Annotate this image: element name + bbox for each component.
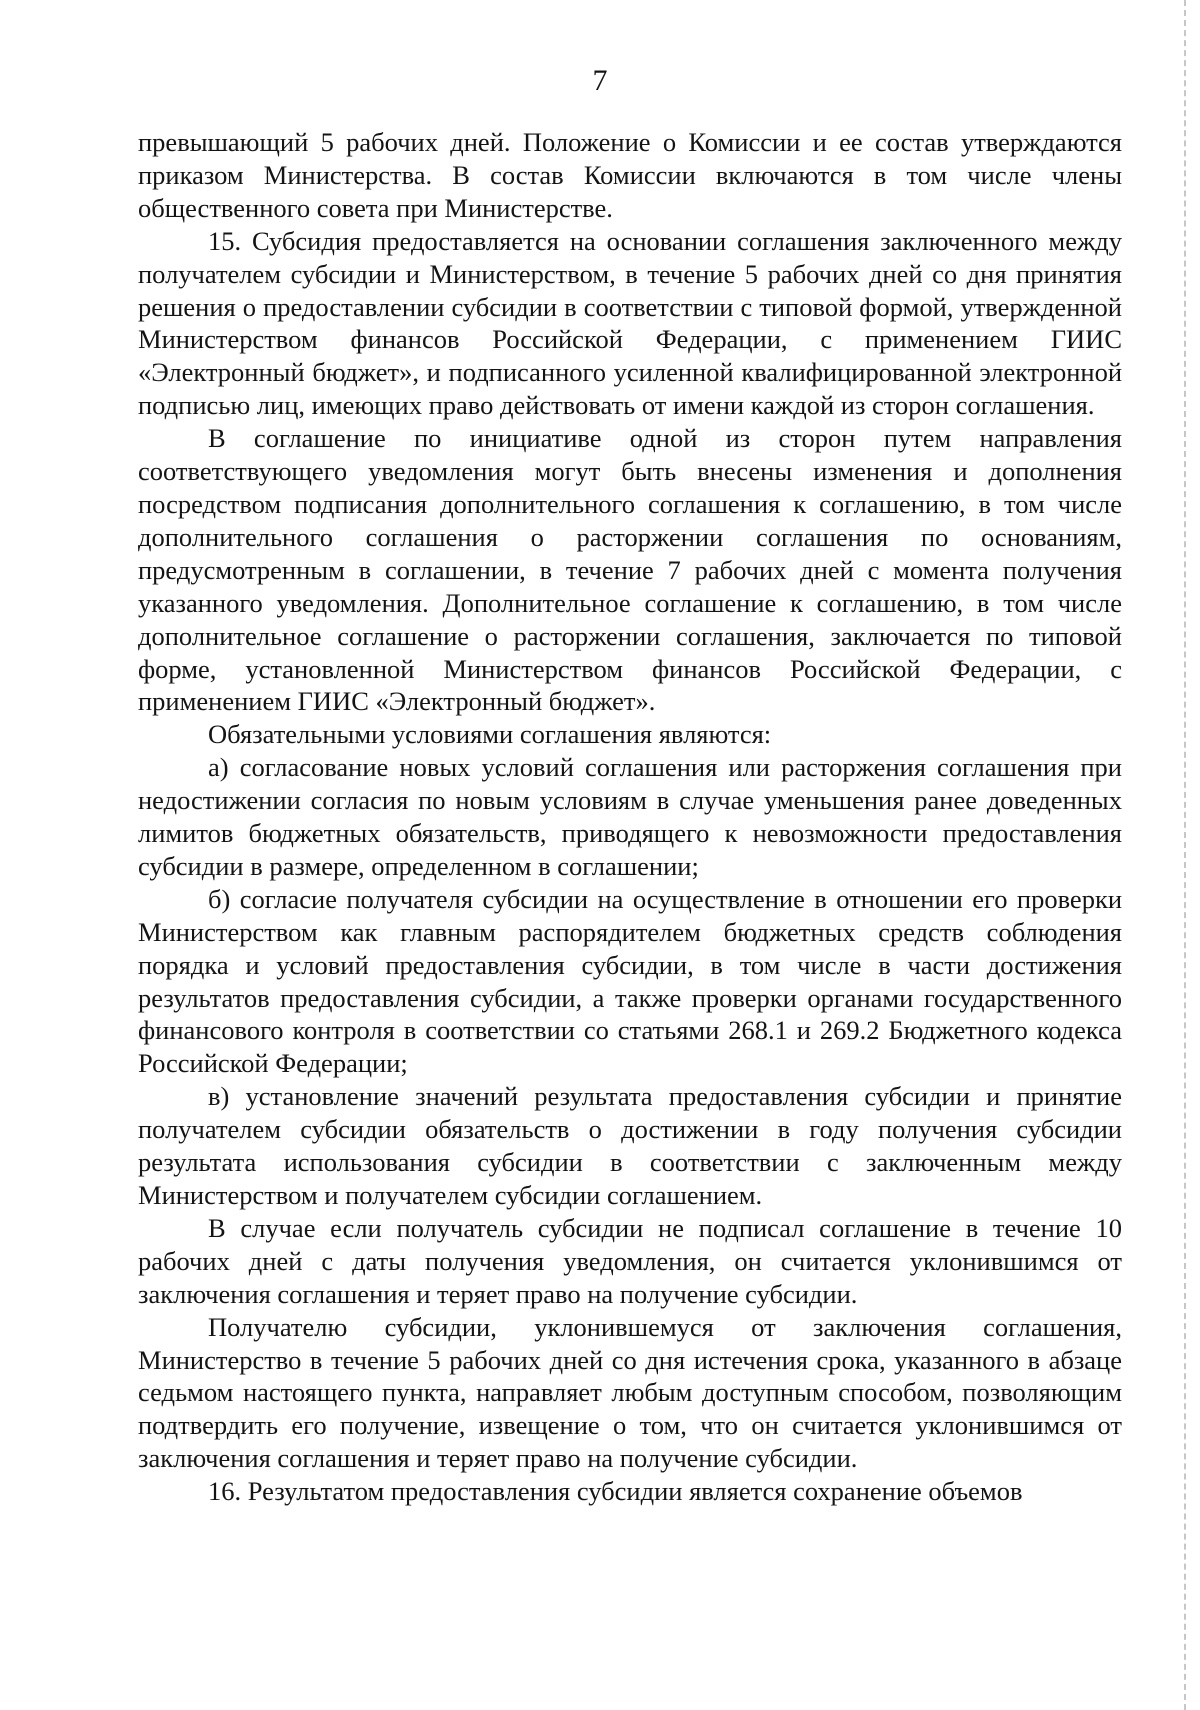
paragraph-clause-15: 15. Субсидия предоставляется на основании соглашения заключенного между получателем субсидии и Министерством, в течение 5 рабочих дней со дня принятия решения о предоставлении субсидии в соответствии с типовой формой, утвержденной Министерством финансов Российской Федерации, с применением ГИИС «Электронный бюджет», и подписанного усиленной квалифицированной электронной подписью лиц, имеющих право действовать от имени каждой из сторон соглашения. [138, 225, 1122, 421]
paragraph-mandatory-conditions: Обязательными условиями соглашения являются: [208, 719, 772, 750]
paragraph-commission-continuation: превышающий 5 рабочих дней. Положение о Комиссии и ее состав утверждаются приказом Министерства. В состав Комиссии включаются в том числе члены общественного совета при Министерстве. [138, 127, 1122, 223]
paragraph-agreement-amendments: В соглашение по инициативе одной из сторон путем направления соответствующего уведомления могут быть внесены изменения и дополнения посредством подписания дополнительного соглашения к соглашению, в том числе дополнительного соглашения о расторжении соглашения по основаниям, предусмотренным в соглашении, в течение 7 рабочих дней с момента получения указанного уведомления. Дополнительное соглашение к соглашению, в том числе дополнительное соглашение о расторжении соглашения, заключается по типовой форме, установленной Министерством финансов Российской Федерации, с применением ГИИС «Электронный бюджет». [138, 423, 1122, 717]
paragraph-condition-a: а) согласование новых условий соглашения или расторжения соглашения при недостижении согласия по новым условиям в случае уменьшения ранее доведенных лимитов бюджетных обязательств, приводящего к невозможности предоставления субсидии в размере, определенном в соглашении; [138, 752, 1122, 881]
document-body [138, 126, 1122, 1508]
paragraph-evasion-notice: Получателю субсидии, уклонившемуся от заключения соглашения, Министерство в течение 5 рабочих дней со дня истечения срока, указанного в абзаце седьмом настоящего пункта, направляет любым доступным способом, позволяющим подтвердить его получение, извещение о том, что он считается уклонившимся от заключения соглашения и теряет право на получение субсидии. [138, 1311, 1122, 1474]
paragraph-clause-16: 16. Результатом предоставления субсидии является сохранение объемов [208, 1476, 1023, 1507]
page-number: 7 [592, 64, 608, 97]
scan-edge-divider [1184, 0, 1186, 1710]
paragraph-condition-b: б) согласие получателя субсидии на осуществление в отношении его проверки Министерством как главным распорядителем бюджетных средств соблюдения порядка и условий предоставления субсидии, в том числе в части достижения результатов предоставления субсидии, а также проверки органами государственного финансового контроля в соответствии со статьями 268.1 и 269.2 Бюджетного кодекса Российской Федерации; [138, 883, 1122, 1079]
paragraph-condition-v: в) установление значений результата предоставления субсидии и принятие получателем субсидии обязательств о достижении в году получения субсидии результата использования субсидии в соответствии с заключенным между Министерством и получателем субсидии соглашением. [138, 1081, 1122, 1210]
paragraph-unsigned-agreement: В случае если получатель субсидии не подписал соглашение в течение 10 рабочих дней с даты получения уведомления, он считается уклонившимся от заключения соглашения и теряет право на получение субсидии. [138, 1212, 1122, 1309]
